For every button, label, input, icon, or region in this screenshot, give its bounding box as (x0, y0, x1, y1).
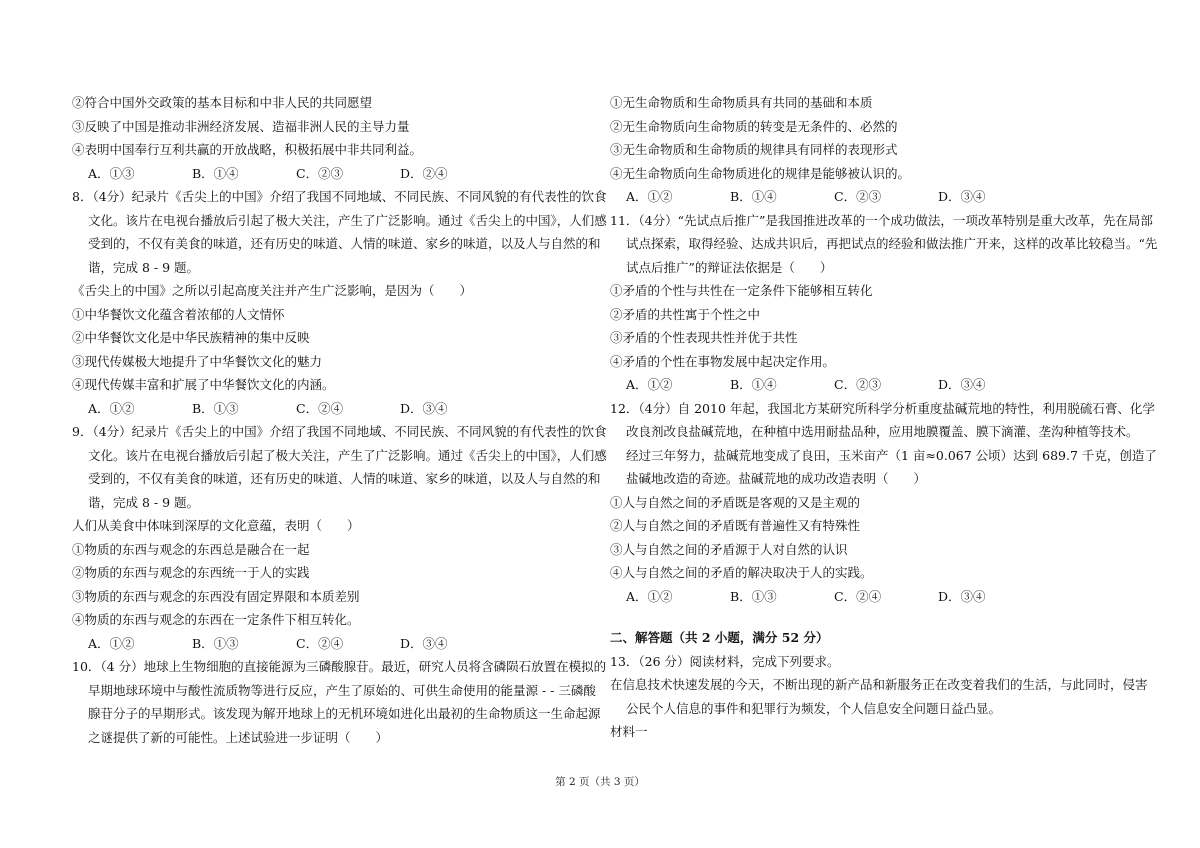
q8-option-c: C．②④ (296, 400, 344, 416)
q11-item-3: ③矛盾的个性表现共性并优于共性 (610, 330, 798, 345)
q7-option-a: A．①③ (88, 165, 135, 181)
q8-item-4: ④现代传媒丰富和扩展了中华餐饮文化的内涵。 (72, 377, 335, 392)
section-gap (610, 608, 1135, 626)
q10-option-d: D．③④ (938, 189, 986, 204)
q8-question: 《舌尖上的中国》之所以引起高度关注并产生广泛影响，是因为（ ） (72, 283, 473, 298)
page-footer: 第 2 页（共 3 页） (555, 776, 645, 788)
q9-option-c: C．②④ (296, 635, 344, 651)
q11-options (610, 373, 1135, 397)
q10-option-b: B．①④ (730, 189, 777, 204)
q9-item-1: ①物质的东西与观念的东西总是融合在一起 (72, 541, 310, 557)
q11-option-c: C．②③ (834, 377, 882, 392)
q13-material-label: 材料一 (610, 724, 648, 739)
q9-item-2: ②物质的东西与观念的东西统一于人的实践 (72, 565, 310, 580)
q8-options (72, 397, 572, 421)
q12-stem-line: 盐碱地改造的奇迹。盐碱荒地的成功改造表明（ ） (626, 471, 927, 486)
q8-stem-line: 文化。该片在电视台播放后引起了极大关注，产生了广泛影响。通过《舌尖上的中国》，人们感 (88, 212, 607, 228)
q7-item-2: ②符合中国外交政策的基本目标和中非人民的共同愿望 (72, 95, 373, 110)
q11-option-a: A．①② (626, 377, 673, 392)
q8-option-d: D．③④ (400, 400, 448, 416)
q7-option-c: C．②③ (296, 165, 344, 181)
q10-item-4: ④无生命物质向生命物质进化的规律是能够被认识的。 (610, 165, 911, 181)
q12-option-b: B．①③ (730, 588, 777, 604)
q8-item-2: ②中华餐饮文化是中华民族精神的集中反映 (72, 330, 310, 345)
q8-item-3: ③现代传媒极大地提升了中华餐饮文化的魅力 (72, 353, 323, 369)
q11-item-2: ②矛盾的共性寓于个性之中 (610, 306, 761, 322)
q8-item-1: ①中华餐饮文化蕴含着浓郁的人文情怀 (72, 306, 285, 322)
q11-stem-line: 试点探索，取得经验、达成共识后，再把试点的经验和做法推广开来，这样的改革比较稳当。“先 (626, 236, 1158, 251)
left-column (72, 91, 607, 749)
q12-item-2: ②人与自然之间的矛盾既有普遍性又有特殊性 (610, 518, 861, 533)
q7-item-3: ③反映了中国是推动非洲经济发展、造福非洲人民的主导力量 (72, 118, 410, 134)
q11-stem-line: 试点后推广”的辩证法依据是（ ） (626, 259, 833, 275)
q12-stem-line: 改良剂改良盐碱荒地，在种植中选用耐盐品种，应用地膜覆盖、膜下滴灌、垄沟种植等技术。 (626, 424, 1139, 439)
q10-stem-line: 之谜提供了新的可能性。上述试验进一步证明（ ） (88, 729, 389, 745)
q8-option-b: B．①③ (192, 400, 239, 416)
q11-item-4: ④矛盾的个性在事物发展中起决定作用。 (610, 353, 836, 369)
q12-item-3: ③人与自然之间的矛盾源于人对自然的认识 (610, 541, 848, 557)
q9-stem-line: 谐，完成 8 - 9 题。 (88, 494, 200, 510)
q7-option-d: D．②④ (400, 165, 448, 181)
q11-option-d: D．③④ (938, 377, 986, 392)
q8-stem-line: 8．（4分）纪录片《舌尖上的中国》介绍了我国不同地域、不同民族、不同风貌的有代表性的饮食 (72, 189, 607, 204)
q9-option-b: B．①③ (192, 635, 239, 651)
q9-stem-line: 文化。该片在电视台播放后引起了极大关注，产生了广泛影响。通过《舌尖上的中国》，人们感 (88, 447, 607, 463)
q9-item-4: ④物质的东西与观念的东西在一定条件下相互转化。 (72, 612, 360, 627)
q13-stem: 13．（26 分）阅读材料，完成下列要求。 (610, 653, 840, 669)
q12-options (610, 585, 1135, 609)
q10-stem-line: 早期地球环境中与酸性流质物等进行反应，产生了原始的、可供生命使用的能量源 - - 三磷酸 (88, 682, 596, 698)
q9-stem-line: 受到的，不仅有美食的味道，还有历史的味道、人情的味道、家乡的味道，以及人与自然的和 (88, 471, 601, 486)
q13-text-line: 公民个人信息的事件和犯罪行为频发，个人信息安全问题日益凸显。 (626, 700, 1002, 716)
q12-item-1: ①人与自然之间的矛盾既是客观的又是主观的 (610, 494, 861, 510)
q7-item-4: ④表明中国奉行互利共赢的开放战略，积极拓展中非共同利益。 (72, 142, 423, 157)
q9-options (72, 632, 572, 656)
q11-stem-line: 11．（4分）“先试点后推广”是我国推进改革的一个成功做法，一项改革特别是重大改革，先在局部 (610, 212, 1153, 228)
right-column (610, 91, 1158, 744)
q11-option-b: B．①④ (730, 377, 777, 392)
q9-item-3: ③物质的东西与观念的东西没有固定界限和本质差别 (72, 588, 360, 604)
q9-stem-line: 9．（4分）纪录片《舌尖上的中国》介绍了我国不同地域、不同民族、不同风貌的有代表性的饮食 (72, 424, 607, 439)
q9-option-a: A．①② (88, 635, 135, 651)
q11-item-1: ①矛盾的个性与共性在一定条件下能够相互转化 (610, 283, 873, 298)
q7-option-b: B．①④ (192, 165, 239, 181)
q10-stem-line: 10．（4 分）地球上生物细胞的直接能源为三磷酸腺苷。最近，研究人员将含磷陨石放置在模拟的 (72, 659, 607, 674)
q9-option-d: D．③④ (400, 635, 448, 651)
q12-item-4: ④人与自然之间的矛盾的解决取决于人的实践。 (610, 565, 873, 580)
q10-item-1: ①无生命物质和生命物质具有共同的基础和本质 (610, 95, 873, 110)
q10-item-2: ②无生命物质向生命物质的转变是无条件的、必然的 (610, 118, 898, 134)
q12-option-c: C．②④ (834, 588, 882, 604)
q7-options (72, 162, 572, 186)
q12-stem-line: 经过三年努力，盐碱荒地变成了良田，玉米亩产（1 亩≈0.067 公顷）达到 689.7 千克，创造了 (626, 447, 1157, 463)
q13-text-line: 在信息技术快速发展的今天，不断出现的新产品和新服务正在改变着我们的生活，与此同时，侵害 (610, 677, 1148, 692)
q10-stem-line: 腺苷分子的早期形式。该发现为解开地球上的无机环境如进化出最初的生命物质这一生命起源 (88, 706, 601, 721)
section-2-title: 二、解答题（共 2 小题，满分 52 分） (610, 630, 829, 645)
q8-stem-line: 受到的，不仅有美食的味道，还有历史的味道、人情的味道、家乡的味道，以及人与自然的和 (88, 236, 601, 251)
q10-option-c: C．②③ (834, 189, 882, 204)
q8-stem-line: 谐，完成 8 - 9 题。 (88, 259, 200, 275)
q12-stem-line: 12．（4分）自 2010 年起，我国北方某研究所科学分析重度盐碱荒地的特性，利用脱硫石膏、化学 (610, 400, 1155, 416)
q10-options (610, 185, 1135, 209)
q10-option-a: A．①② (626, 189, 673, 204)
q12-option-a: A．①② (626, 588, 673, 604)
q9-question: 人们从美食中体味到深厚的文化意蕴，表明（ ） (72, 518, 360, 533)
q12-option-d: D．③④ (938, 588, 986, 604)
q10-item-3: ③无生命物质和生命物质的规律具有同样的表现形式 (610, 142, 898, 157)
q8-option-a: A．①② (88, 400, 135, 416)
